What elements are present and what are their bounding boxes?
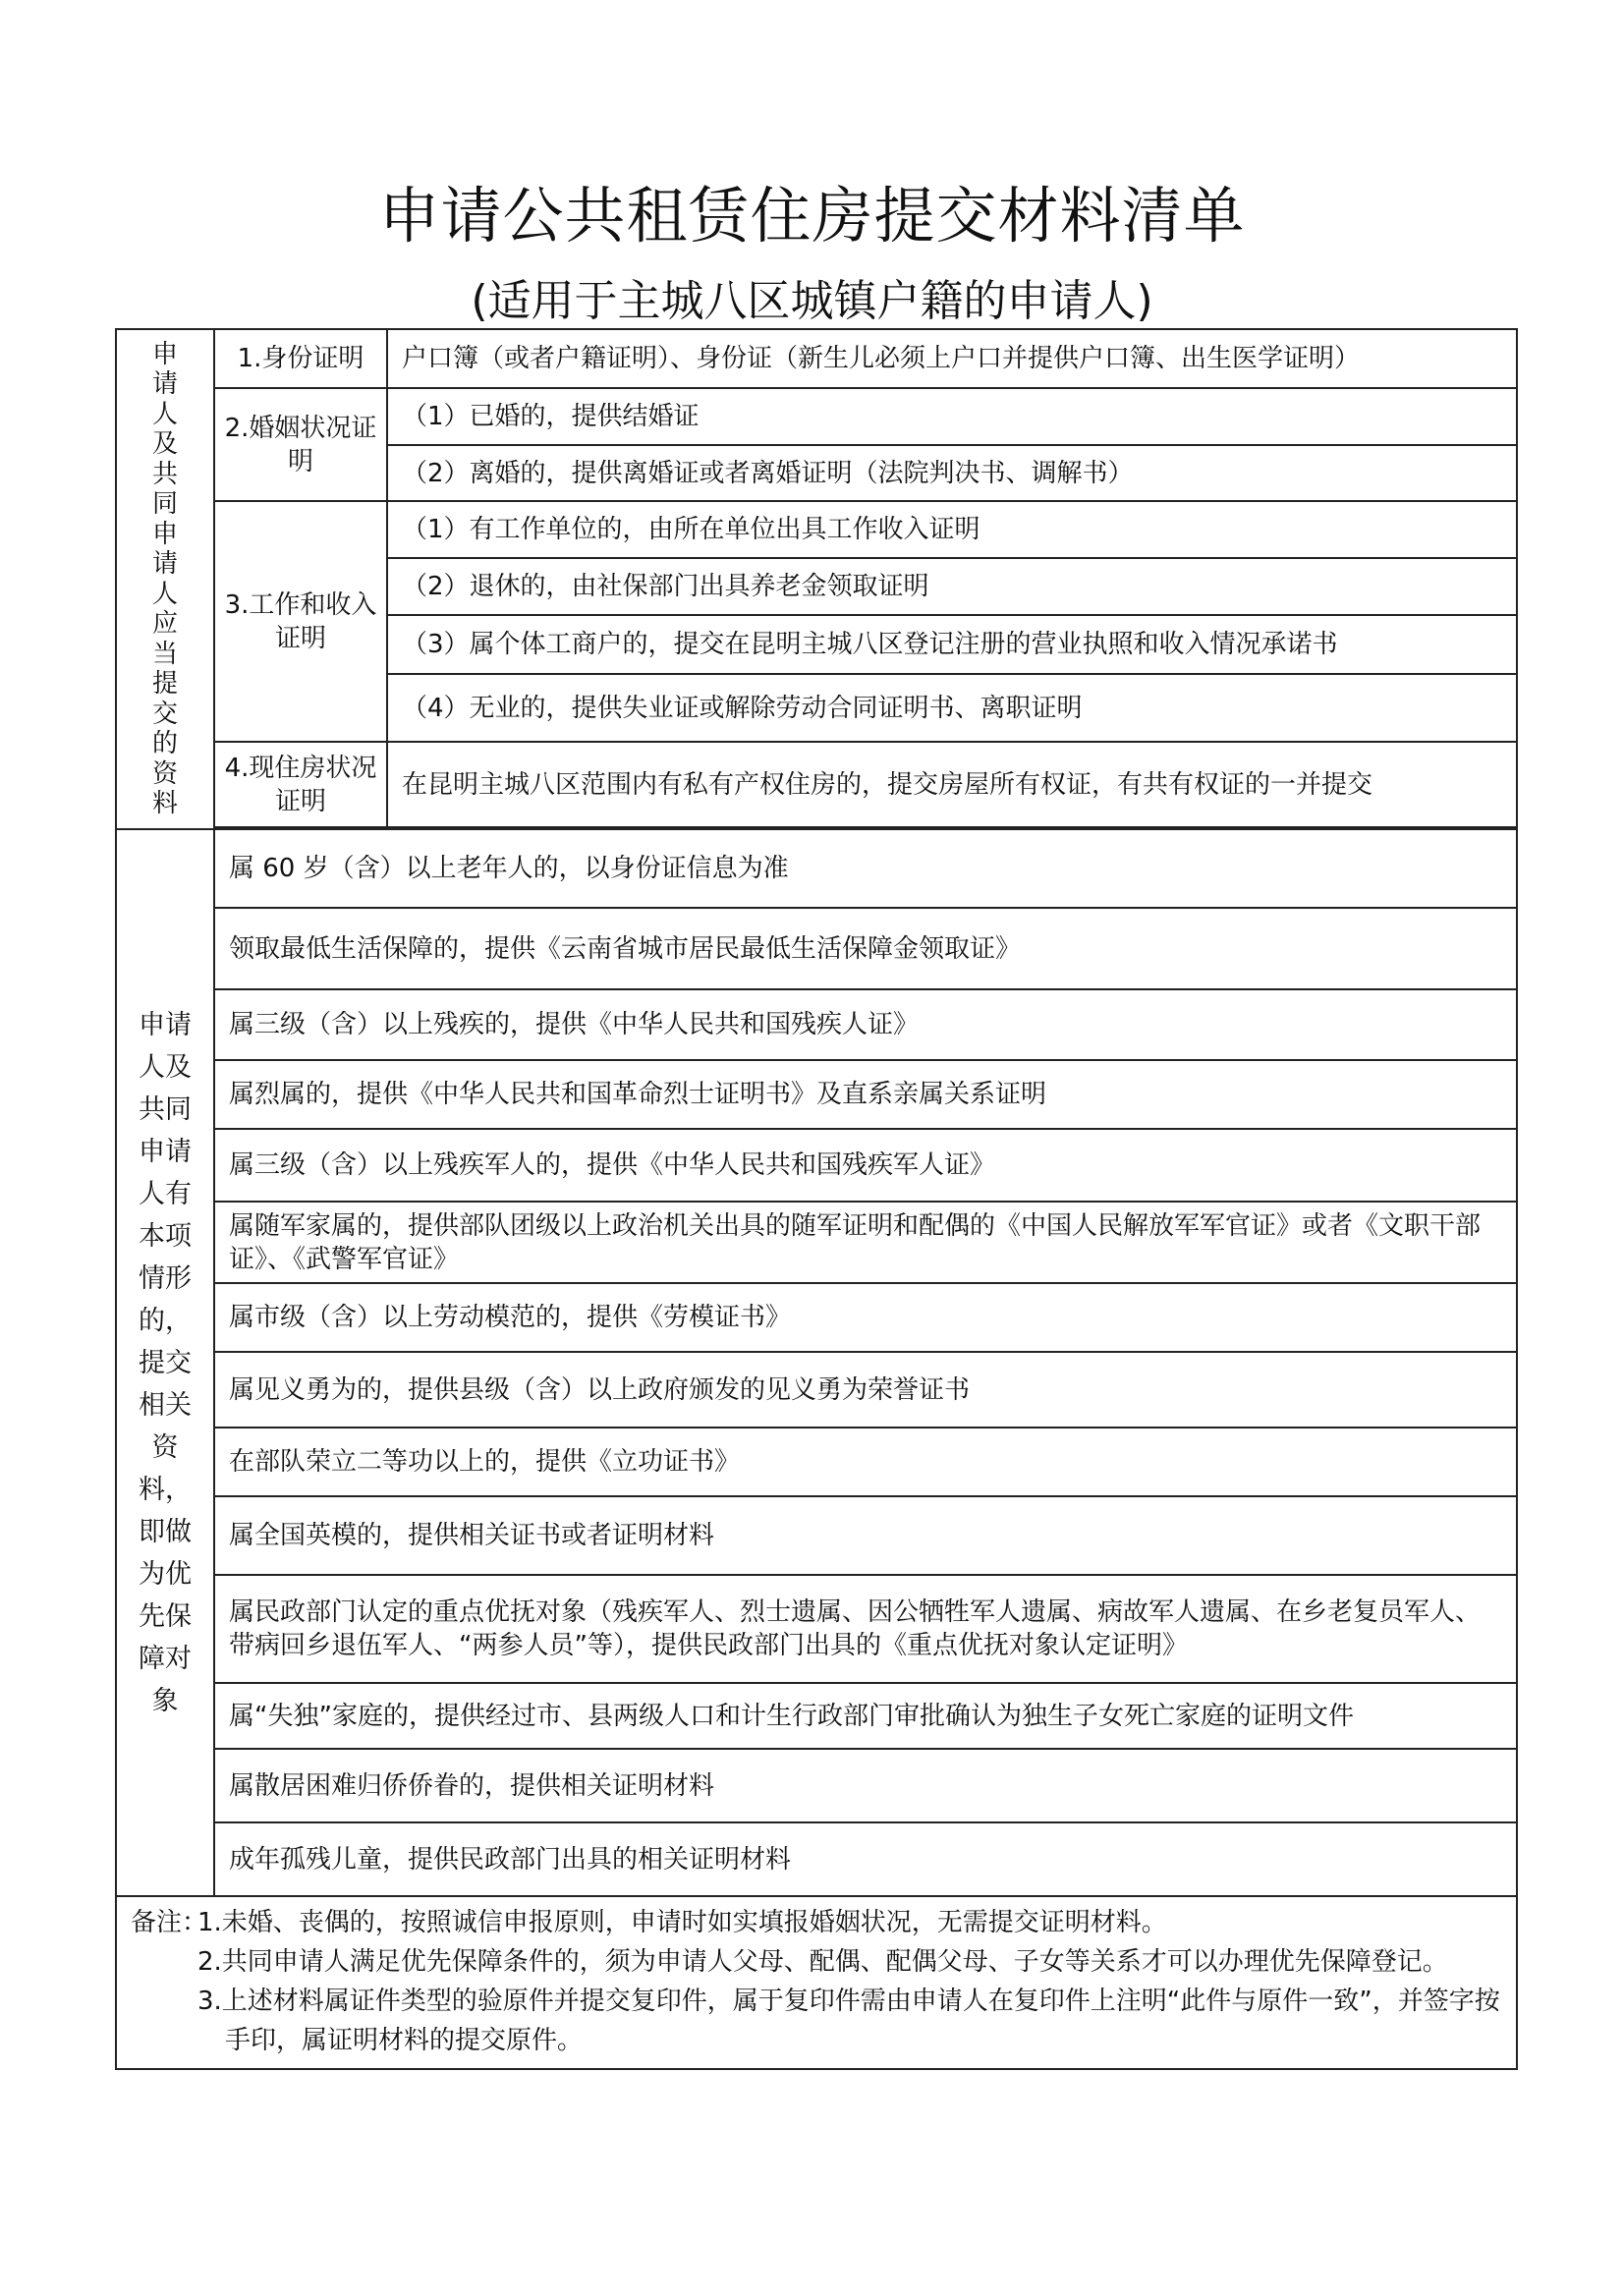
note-item: 2.共同申请人满足优先保障条件的，须为申请人父母、配偶、配偶父母、子女等关系才可以办理优先保障登记。 — [197, 1947, 1448, 1977]
table-row — [116, 501, 1517, 558]
table-row — [116, 1822, 1517, 1896]
item-label: 1.身份证明 — [214, 329, 387, 388]
priority-item: 属三级（含）以上残疾军人的，提供《中华人民共和国残疾军人证》 — [214, 1129, 1517, 1202]
table-row — [116, 829, 1517, 908]
priority-item: 属随军家属的，提供部队团级以上政治机关出具的随军证明和配偶的《中国人民解放军军官证》或者《文职干部证》、《武警军官证》 — [214, 1202, 1517, 1283]
page-title: 申请公共租赁住房提交材料清单 — [378, 180, 1246, 252]
priority-item: 属 60 岁（含）以上老年人的，以身份证信息为准 — [214, 829, 1517, 908]
table-row — [116, 1060, 1517, 1129]
item-detail: （2）离婚的，提供离婚证或者离婚证明（法院判决书、调解书） — [387, 445, 1517, 501]
priority-item: 属烈属的，提供《中华人民共和国革命烈士证明书》及直系亲属关系证明 — [214, 1060, 1517, 1129]
table-row — [116, 329, 1517, 388]
priority-item: 在部队荣立二等功以上的，提供《立功证书》 — [214, 1428, 1517, 1496]
item-detail: （2）退休的，由社保部门出具养老金领取证明 — [387, 558, 1517, 615]
priority-item: 属“失独”家庭的，提供经过市、县两级人口和计生行政部门审批确认为独生子女死亡家庭的证明文件 — [214, 1683, 1517, 1749]
table-row — [116, 1496, 1517, 1575]
table-row — [116, 1352, 1517, 1428]
item-detail: （1）有工作单位的，由所在单位出具工作收入证明 — [387, 501, 1517, 558]
item-label: 3.工作和收入证明 — [214, 501, 387, 742]
page-subtitle: (适用于主城八区城镇户籍的申请人) — [471, 276, 1153, 326]
note-item: 3.上述材料属证件类型的验原件并提交复印件，属于复印件需由申请人在复印件上注明“此件与原件一致”，并签字按手印，属证明材料的提交原件。 — [197, 1987, 1500, 2055]
priority-item: 属市级（含）以上劳动模范的，提供《劳模证书》 — [214, 1283, 1517, 1352]
notes-label: 备注： — [131, 1908, 208, 1937]
table-row — [116, 1575, 1517, 1683]
table-row — [116, 989, 1517, 1060]
priority-item: 属民政部门认定的重点优抚对象（残疾军人、烈士遗属、因公牺牲军人遗属、病故军人遗属、在乡老复员军人、带病回乡退伍军人、“两参人员”等），提供民政部门出具的《重点优抚对象认定证明》 — [214, 1575, 1517, 1683]
table-row — [116, 1428, 1517, 1496]
notes-block — [131, 1903, 1502, 2060]
item-detail: 在昆明主城八区范围内有私有产权住房的，提交房屋所有权证，有共有权证的一并提交 — [387, 742, 1517, 827]
table-row — [116, 908, 1517, 989]
table-row — [116, 1683, 1517, 1749]
materials-table — [115, 328, 1518, 2070]
table-row — [116, 742, 1517, 827]
item-label: 2.婚姻状况证明 — [214, 388, 387, 501]
priority-item: 属三级（含）以上残疾的，提供《中华人民共和国残疾人证》 — [214, 989, 1517, 1060]
priority-item: 领取最低生活保障的，提供《云南省城市居民最低生活保障金领取证》 — [214, 908, 1517, 989]
notes-row — [116, 1896, 1517, 2069]
item-detail: （4）无业的，提供失业证或解除劳动合同证明书、离职证明 — [387, 674, 1517, 742]
notes-cell — [116, 1896, 1517, 2069]
note-item: 1.未婚、丧偶的，按照诚信申报原则，申请时如实填报婚姻状况，无需提交证明材料。 — [197, 1908, 1167, 1937]
table-row — [116, 1749, 1517, 1822]
item-detail: （3）属个体工商户的，提交在昆明主城八区登记注册的营业执照和收入情况承诺书 — [387, 615, 1517, 674]
priority-item: 属见义勇为的，提供县级（含）以上政府颁发的见义勇为荣誉证书 — [214, 1352, 1517, 1428]
table-row — [116, 1283, 1517, 1352]
priority-item: 属散居困难归侨侨眷的，提供相关证明材料 — [214, 1749, 1517, 1822]
item-detail: （1）已婚的，提供结婚证 — [387, 388, 1517, 445]
item-detail: 户口簿（或者户籍证明）、身份证（新生儿必须上户口并提供户口簿、出生医学证明） — [387, 329, 1517, 388]
priority-item: 成年孤残儿童，提供民政部门出具的相关证明材料 — [214, 1822, 1517, 1896]
table-row — [116, 388, 1517, 445]
section1-category: 申请人及共同申请人应当提交的资料 — [116, 329, 214, 829]
table-row — [116, 1129, 1517, 1202]
priority-item: 属全国英模的，提供相关证书或者证明材料 — [214, 1496, 1517, 1575]
table-row — [116, 1202, 1517, 1283]
section2-category: 申请人及共同申请人有本项情形的，提交相关资料，即做为优先保障对象 — [116, 829, 214, 1896]
item-label: 4.现住房状况证明 — [214, 742, 387, 827]
